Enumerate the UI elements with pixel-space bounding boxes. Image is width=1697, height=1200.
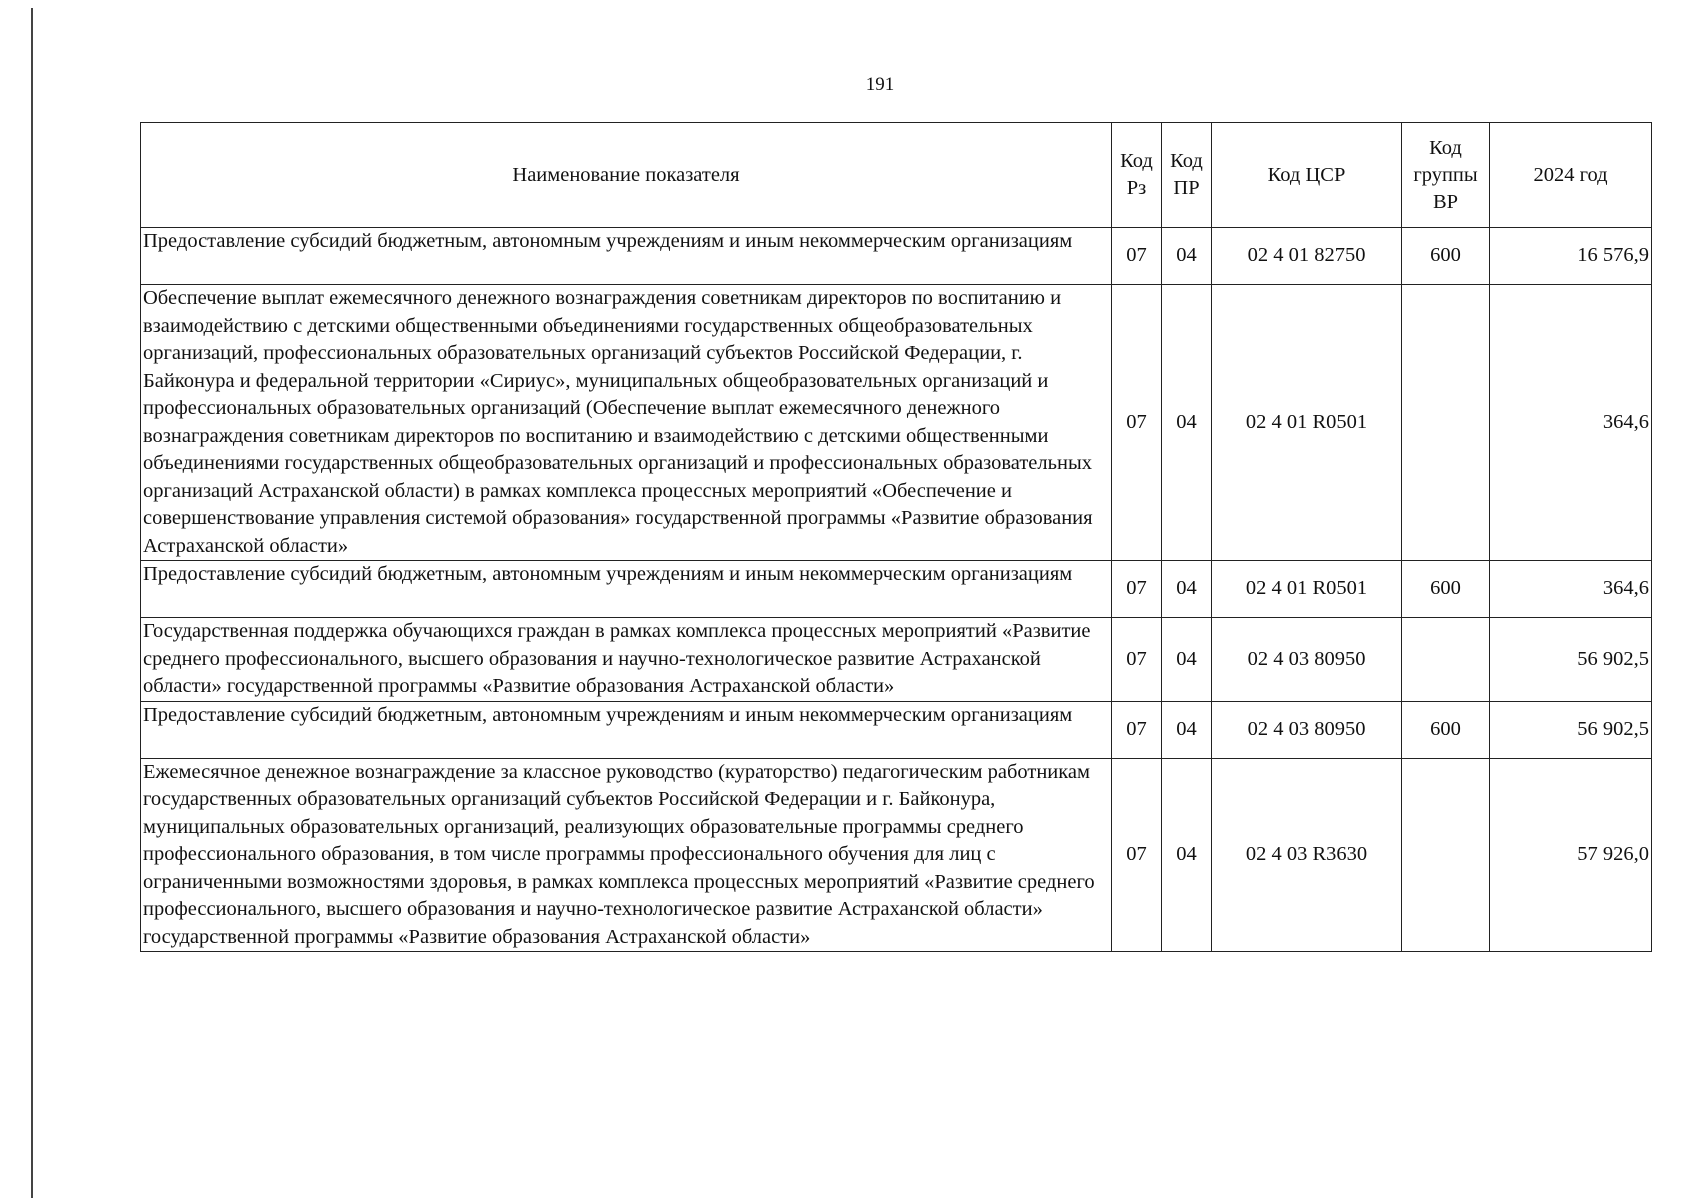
header-year: 2024 год <box>1490 123 1652 228</box>
table-header-row <box>141 123 1652 228</box>
row-rz: 07 <box>1112 701 1162 758</box>
table-row <box>141 758 1652 952</box>
row-amount: 57 926,0 <box>1490 758 1652 952</box>
scan-edge-line <box>31 8 33 1198</box>
row-name: Ежемесячное денежное вознаграждение за классное руководство (кураторство) педагогическим работникам государственных образовательных организаций субъектов Российской Федерации и г. Байконура, муниципальных образовательных организаций, реализующих образовательные программы среднего профессионального образования, в том числе программы профессионального обучения для лиц с ограниченными возможностями здоровья, в рамках комплекса процессных мероприятий «Развитие среднего профессионального, высшего образования и научно-технологическое развитие Астраханской области» государственной программы «Развитие образования Астраханской области» <box>141 758 1112 952</box>
row-rz: 07 <box>1112 228 1162 285</box>
row-amount: 56 902,5 <box>1490 701 1652 758</box>
row-pr: 04 <box>1162 701 1212 758</box>
row-pr: 04 <box>1162 561 1212 618</box>
table-row <box>141 561 1652 618</box>
header-vr: Код группы ВР <box>1402 123 1490 228</box>
row-csr: 02 4 01 82750 <box>1212 228 1402 285</box>
row-amount: 364,6 <box>1490 561 1652 618</box>
header-csr: Код ЦСР <box>1212 123 1402 228</box>
row-csr: 02 4 03 R3630 <box>1212 758 1402 952</box>
row-rz: 07 <box>1112 285 1162 561</box>
table-row <box>141 228 1652 285</box>
row-vr: 600 <box>1402 561 1490 618</box>
row-name: Обеспечение выплат ежемесячного денежного вознаграждения советникам директоров по воспитанию и взаимодействию с детскими общественными объединениями государственных общеобразовательных организаций, профессиональных образовательных организаций субъектов Российской Федерации, г. Байконура и федеральной территории «Сириус», муниципальных общеобразовательных организаций и профессиональных образовательных организаций (Обеспечение выплат ежемесячного денежного вознаграждения советникам директоров по воспитанию и взаимодействию с детскими общественными объединениями государственных общеобразовательных организаций и профессиональных образовательных организаций Астраханской области) в рамках комплекса процессных мероприятий «Обеспечение и совершенствование управления системой образования» государственной программы «Развитие образования Астраханской области» <box>141 285 1112 561</box>
row-pr: 04 <box>1162 285 1212 561</box>
row-rz: 07 <box>1112 561 1162 618</box>
row-pr: 04 <box>1162 228 1212 285</box>
row-vr <box>1402 285 1490 561</box>
row-csr: 02 4 01 R0501 <box>1212 285 1402 561</box>
header-rz: Код Рз <box>1112 123 1162 228</box>
row-csr: 02 4 03 80950 <box>1212 701 1402 758</box>
row-pr: 04 <box>1162 618 1212 702</box>
row-name: Предоставление субсидий бюджетным, автономным учреждениям и иным некоммерческим организациям <box>141 701 1112 758</box>
row-vr <box>1402 758 1490 952</box>
table-row <box>141 618 1652 702</box>
row-csr: 02 4 03 80950 <box>1212 618 1402 702</box>
row-name: Предоставление субсидий бюджетным, автономным учреждениям и иным некоммерческим организациям <box>141 561 1112 618</box>
row-vr: 600 <box>1402 701 1490 758</box>
header-pr: Код ПР <box>1162 123 1212 228</box>
row-name: Государственная поддержка обучающихся граждан в рамках комплекса процессных мероприятий «Развитие среднего профессионального, высшего образования и научно-технологическое развитие Астраханской области» государственной программы «Развитие образования Астраханской области» <box>141 618 1112 702</box>
header-name: Наименование показателя <box>141 123 1112 228</box>
row-rz: 07 <box>1112 758 1162 952</box>
budget-table <box>140 122 1652 952</box>
row-rz: 07 <box>1112 618 1162 702</box>
table-row <box>141 285 1652 561</box>
row-amount: 16 576,9 <box>1490 228 1652 285</box>
row-amount: 56 902,5 <box>1490 618 1652 702</box>
row-vr <box>1402 618 1490 702</box>
page-number: 191 <box>865 74 895 95</box>
row-csr: 02 4 01 R0501 <box>1212 561 1402 618</box>
table-row <box>141 701 1652 758</box>
row-pr: 04 <box>1162 758 1212 952</box>
row-vr: 600 <box>1402 228 1490 285</box>
row-name: Предоставление субсидий бюджетным, автономным учреждениям и иным некоммерческим организациям <box>141 228 1112 285</box>
row-amount: 364,6 <box>1490 285 1652 561</box>
